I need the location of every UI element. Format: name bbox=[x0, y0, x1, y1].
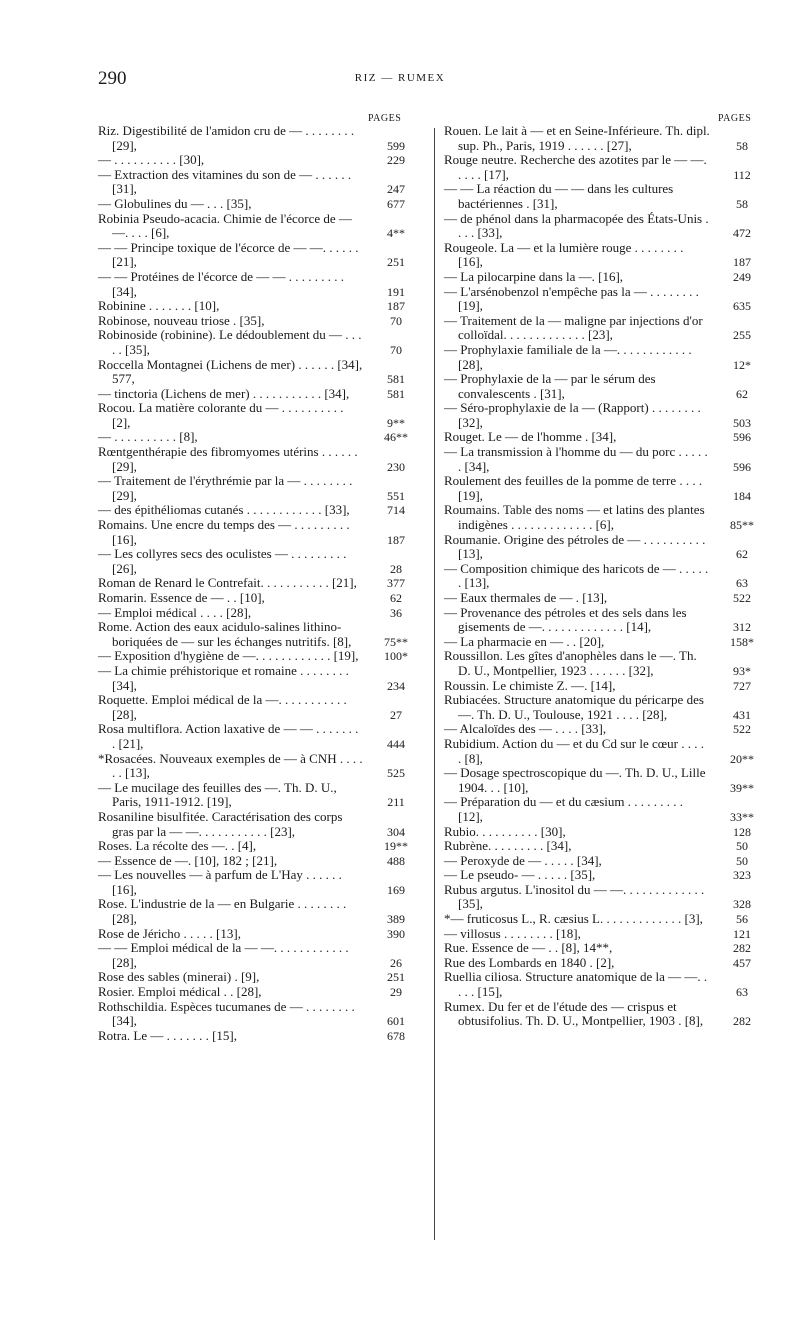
index-column-right bbox=[444, 124, 774, 1029]
index-entry bbox=[444, 474, 774, 503]
entry-text: Rose des sables (minerai) . [9], bbox=[98, 969, 260, 985]
entry-text: — Globulines du — . . . [35], bbox=[98, 195, 252, 211]
entry-text: — Le mucilage des feuilles des —. Th. D. U., Paris, 1911-1912. [19], bbox=[98, 779, 337, 810]
index-entry bbox=[444, 941, 774, 956]
entry-text: — La pharmacie en — . . [20], bbox=[444, 633, 605, 649]
index-entry bbox=[444, 430, 774, 445]
entry-text: — Extraction des vitamines du son de — . . . . . . [31], bbox=[98, 166, 352, 197]
index-entry bbox=[98, 314, 428, 329]
index-entry bbox=[444, 635, 774, 650]
entry-text: — Séro-prophylaxie de la — (Rapport) . . . . . . . . [32], bbox=[444, 400, 701, 430]
entry-text: Rouge neutre. Recherche des azotites par le — —. . . . . [17], bbox=[444, 152, 707, 182]
entry-page-number: 249 bbox=[733, 269, 751, 284]
entry-page-number: 58 bbox=[736, 196, 748, 211]
entry-text: *Rosacées. Nouveaux exemples de — à CNH . . . . . . [13], bbox=[98, 750, 363, 781]
entry-page-number: 522 bbox=[733, 722, 751, 737]
index-entry bbox=[444, 533, 774, 562]
index-entry bbox=[444, 270, 774, 285]
entry-page-number: 12* bbox=[733, 357, 751, 372]
entry-text: — Préparation du — et du cæsium . . . . . . . . . [12], bbox=[444, 794, 684, 824]
entry-page-number: 323 bbox=[733, 868, 751, 883]
entry-text: Roulement des feuilles de la pomme de terre . . . . [19], bbox=[444, 473, 703, 503]
index-entry bbox=[98, 358, 428, 387]
index-entry bbox=[444, 606, 774, 635]
entry-page-number: 63 bbox=[736, 985, 748, 1000]
index-entry bbox=[98, 168, 428, 197]
entry-text: Rosier. Emploi médical . . [28], bbox=[98, 984, 262, 1000]
index-entry bbox=[98, 241, 428, 270]
entry-page-number: 581 bbox=[387, 386, 405, 401]
index-entry bbox=[98, 606, 428, 621]
entry-page-number: 635 bbox=[733, 299, 751, 314]
index-entry bbox=[98, 591, 428, 606]
entry-text: Rome. Action des eaux acidulo-salines lithino-boriquées de — sur les échanges nutritifs. [8], bbox=[98, 619, 352, 649]
index-column-left bbox=[98, 124, 428, 1043]
entry-text: — — La réaction du — — dans les cultures bactériennes . [31], bbox=[444, 181, 674, 211]
entry-text: Robinia Pseudo-acacia. Chimie de l'écorce de — —. . . . [6], bbox=[98, 210, 352, 241]
entry-text: — Le pseudo- — . . . . . [35], bbox=[444, 867, 596, 883]
entry-page-number: 33** bbox=[730, 809, 754, 824]
entry-text: — Eaux thermales de — . [13], bbox=[444, 590, 608, 605]
entry-text: Rocou. La matière colorante du — . . . . . . . . . . [2], bbox=[98, 400, 344, 430]
index-entry bbox=[98, 124, 428, 153]
entry-text: — Dosage spectroscopique du —. Th. D. U., Lille 1904. . . [10], bbox=[444, 765, 706, 795]
entry-page-number: 9** bbox=[387, 415, 405, 430]
index-entry bbox=[444, 212, 774, 241]
entry-text: — tinctoria (Lichens de mer) . . . . . . . . . . . [34], bbox=[98, 385, 350, 401]
entry-text: — — Emploi médical de la — —. . . . . . . . . . . . [28], bbox=[98, 940, 349, 970]
entry-text: Rubidium. Action du — et du Cd sur le cœur . . . . . [8], bbox=[444, 735, 704, 766]
entry-page-number: 29 bbox=[390, 985, 402, 1000]
index-entry bbox=[98, 839, 428, 854]
entry-page-number: 50 bbox=[736, 853, 748, 868]
index-entry bbox=[98, 970, 428, 985]
index-entry bbox=[98, 401, 428, 430]
index-entry bbox=[98, 752, 428, 781]
index-entry bbox=[98, 1000, 428, 1029]
index-entry bbox=[98, 897, 428, 926]
index-entry bbox=[98, 547, 428, 576]
entry-text: Rubus argutus. L'inositol du — —. . . . . . . . . . . . . [35], bbox=[444, 881, 705, 912]
index-entry bbox=[444, 912, 774, 927]
entry-text: — Prophylaxie familiale de la —. . . . . . . . . . . . [28], bbox=[444, 341, 692, 372]
index-entry bbox=[444, 839, 774, 854]
page-number: 290 bbox=[98, 68, 127, 89]
index-entry bbox=[98, 664, 428, 693]
entry-page-number: 601 bbox=[387, 1014, 405, 1029]
pages-label-left: PAGES bbox=[368, 113, 402, 124]
entry-page-number: 70 bbox=[390, 313, 402, 328]
index-entry bbox=[98, 868, 428, 897]
entry-text: — . . . . . . . . . . [30], bbox=[98, 152, 205, 168]
entry-text: Riz. Digestibilité de l'amidon cru de — . . . . . . . . [29], bbox=[98, 123, 355, 153]
index-entry bbox=[444, 285, 774, 314]
entry-text: Robinoside (robinine). Le dédoublement du — . . . . . [35], bbox=[98, 327, 362, 357]
index-entry bbox=[444, 693, 774, 722]
entry-page-number: 488 bbox=[387, 853, 405, 868]
entry-text: Roquette. Emploi médical de la —. . . . . . . . . . . [28], bbox=[98, 692, 347, 722]
entry-page-number: 4** bbox=[387, 226, 405, 241]
entry-text: Rouget. Le — de l'homme . [34], bbox=[444, 429, 617, 445]
entry-page-number: 522 bbox=[733, 591, 751, 605]
index-entry bbox=[98, 1029, 428, 1044]
entry-text: Rose de Jéricho . . . . . [13], bbox=[98, 925, 241, 941]
index-entry bbox=[98, 693, 428, 722]
entry-page-number: 187 bbox=[733, 255, 751, 270]
entry-page-number: 581 bbox=[387, 372, 405, 387]
entry-text: Rue. Essence de — . . [8], 14**, bbox=[444, 940, 613, 956]
entry-text: Rouen. Le lait à — et en Seine-Inférieure. Th. dipl. sup. Ph., Paris, 1919 . . . . . . [27], bbox=[444, 123, 710, 153]
index-entry bbox=[98, 299, 428, 314]
entry-text: Rubio. . . . . . . . . . [30], bbox=[444, 823, 566, 839]
entry-page-number: 444 bbox=[387, 736, 405, 751]
entry-text: Robinine . . . . . . . [10], bbox=[98, 298, 220, 314]
entry-page-number: 312 bbox=[733, 620, 751, 635]
entry-text: — L'arsénobenzol n'empêche pas la — . . . . . . . . [19], bbox=[444, 283, 699, 314]
entry-page-number: 62 bbox=[736, 547, 748, 562]
index-entry bbox=[98, 474, 428, 503]
index-entry bbox=[444, 679, 774, 694]
index-entry bbox=[444, 503, 774, 532]
index-entry bbox=[444, 722, 774, 737]
entry-text: — Peroxyde de — . . . . . [34], bbox=[444, 852, 602, 868]
entry-page-number: 28 bbox=[390, 561, 402, 576]
entry-text: Ruellia ciliosa. Structure anatomique de la — —. . . . . [15], bbox=[444, 969, 708, 1000]
entry-text: Rosa multiflora. Action laxative de — — . . . . . . . . [21], bbox=[98, 721, 359, 751]
index-entry bbox=[98, 649, 428, 664]
entry-text: Rothschildia. Espèces tucumanes de — . . . . . . . . [34], bbox=[98, 998, 355, 1029]
entry-text: — La pilocarpine dans la —. [16], bbox=[444, 268, 624, 284]
index-entry bbox=[98, 941, 428, 970]
entry-text: Robinose, nouveau triose . [35], bbox=[98, 312, 265, 328]
index-entry bbox=[444, 868, 774, 883]
entry-text: — des épithéliomas cutanés . . . . . . . . . . . . [33], bbox=[98, 502, 350, 518]
entry-page-number: 304 bbox=[387, 824, 405, 839]
index-entry bbox=[444, 182, 774, 211]
entry-text: Rue des Lombards en 1840 . [2], bbox=[444, 954, 615, 970]
entry-text: — Emploi médical . . . . [28], bbox=[98, 604, 252, 620]
entry-text: — Exposition d'hygiène de —. . . . . . . . . . . . [19], bbox=[98, 648, 359, 664]
running-head: RIZ — RUMEX bbox=[354, 72, 446, 84]
index-entry bbox=[98, 927, 428, 942]
entry-page-number: 551 bbox=[387, 488, 405, 503]
entry-page-number: 678 bbox=[387, 1028, 405, 1043]
entry-page-number: 128 bbox=[733, 824, 751, 839]
entry-page-number: 251 bbox=[387, 970, 405, 985]
entry-text: — — Protéines de l'écorce de — — . . . . . . . . . [34], bbox=[98, 268, 345, 299]
entry-text: Rubiacées. Structure anatomique du péricarpe des —. Th. D. U., Toulouse, 1921 . . . . [28], bbox=[444, 692, 704, 722]
entry-page-number: 85** bbox=[730, 518, 754, 533]
entry-page-number: 169 bbox=[387, 882, 405, 897]
index-entry bbox=[98, 854, 428, 869]
entry-page-number: 70 bbox=[390, 342, 402, 357]
index-entry bbox=[444, 314, 774, 343]
index-entry bbox=[444, 766, 774, 795]
index-entry bbox=[444, 445, 774, 474]
entry-text: — Composition chimique des haricots de — . . . . . . [13], bbox=[444, 560, 709, 591]
index-entry bbox=[444, 153, 774, 182]
entry-text: — Les collyres secs des oculistes — . . . . . . . . . [26], bbox=[98, 546, 347, 576]
index-entry bbox=[98, 270, 428, 299]
entry-page-number: 457 bbox=[733, 955, 751, 970]
index-entry bbox=[444, 956, 774, 971]
index-entry bbox=[444, 883, 774, 912]
entry-page-number: 121 bbox=[733, 926, 751, 941]
entry-text: — . . . . . . . . . . [8], bbox=[98, 429, 198, 445]
index-entry bbox=[444, 591, 774, 606]
entry-page-number: 112 bbox=[733, 167, 751, 182]
entry-text: Rose. L'industrie de la — en Bulgarie . . . . . . . . [28], bbox=[98, 896, 347, 927]
entry-page-number: 431 bbox=[733, 707, 751, 722]
entry-page-number: 377 bbox=[387, 576, 405, 591]
index-entry bbox=[98, 620, 428, 649]
entry-text: — Traitement de la — maligne par injections d'or colloïdal. . . . . . . . . . . . . [23], bbox=[444, 312, 703, 343]
entry-page-number: 184 bbox=[733, 488, 751, 503]
index-entry bbox=[444, 854, 774, 869]
index-entry bbox=[98, 387, 428, 402]
entry-page-number: 255 bbox=[733, 328, 751, 343]
entry-page-number: 234 bbox=[387, 678, 405, 693]
entry-page-number: 389 bbox=[387, 912, 405, 927]
entry-text: Roussillon. Les gîtes d'anophèles dans le —. Th. D. U., Montpellier, 1923 . . . . . . [32], bbox=[444, 648, 697, 678]
entry-page-number: 75** bbox=[384, 634, 408, 649]
entry-text: Rosaniline bisulfitée. Caractérisation des corps gras par la — —. . . . . . . . . . . [23], bbox=[98, 808, 343, 839]
entry-text: — Alcaloïdes des — . . . . [33], bbox=[444, 721, 607, 737]
entry-page-number: 230 bbox=[387, 459, 405, 474]
index-entry bbox=[98, 328, 428, 357]
entry-text: — Traitement de l'érythrémie par la — . . . . . . . . [29], bbox=[98, 473, 353, 503]
index-entry bbox=[98, 212, 428, 241]
entry-page-number: 525 bbox=[387, 766, 405, 781]
entry-text: Rotra. Le — . . . . . . . [15], bbox=[98, 1027, 238, 1043]
index-entry bbox=[444, 1000, 774, 1029]
entry-text: — — Principe toxique de l'écorce de — —. . . . . . [21], bbox=[98, 239, 359, 270]
entry-text: Roumanie. Origine des pétroles de — . . . . . . . . . . [13], bbox=[444, 531, 706, 562]
entry-text: Rubrène. . . . . . . . . [34], bbox=[444, 838, 572, 854]
entry-text: Rougeole. La — et la lumière rouge . . . . . . . . [16], bbox=[444, 239, 684, 270]
entry-text: Rœntgenthérapie des fibromyomes utérins . . . . . . [29], bbox=[98, 444, 358, 474]
entry-page-number: 328 bbox=[733, 897, 751, 912]
index-entry bbox=[98, 197, 428, 212]
index-entry bbox=[444, 562, 774, 591]
pages-label-right: PAGES bbox=[718, 113, 752, 124]
entry-page-number: 36 bbox=[390, 605, 402, 620]
entry-page-number: 187 bbox=[387, 532, 405, 547]
index-entry bbox=[444, 795, 774, 824]
entry-page-number: 93* bbox=[733, 663, 751, 678]
index-entry bbox=[98, 503, 428, 518]
entry-text: Roccella Montagnei (Lichens de mer) . . . . . . [34], 577, bbox=[98, 356, 363, 387]
entry-text: — villosus . . . . . . . . [18], bbox=[444, 925, 581, 941]
entry-page-number: 596 bbox=[733, 430, 751, 445]
index-entry bbox=[98, 781, 428, 810]
index-entry bbox=[444, 401, 774, 430]
entry-page-number: 282 bbox=[733, 1014, 751, 1029]
entry-page-number: 50 bbox=[736, 839, 748, 854]
entry-page-number: 20** bbox=[730, 751, 754, 766]
entry-text: Roumains. Table des noms — et latins des plantes indigènes . . . . . . . . . . . . . [6], bbox=[444, 502, 705, 533]
entry-text: Romains. Une encre du temps des — . . . . . . . . . [16], bbox=[98, 517, 350, 547]
index-entry bbox=[444, 343, 774, 372]
entry-text: — Les nouvelles — à parfum de L'Hay . . . . . . [16], bbox=[98, 867, 342, 897]
entry-text: — Prophylaxie de la — par le sérum des convalescents . [31], bbox=[444, 371, 656, 401]
entry-page-number: 472 bbox=[733, 226, 751, 241]
entry-page-number: 100* bbox=[384, 649, 408, 664]
entry-text: — de phénol dans la pharmacopée des États-Unis . . . . [33], bbox=[444, 210, 709, 241]
entry-page-number: 727 bbox=[733, 678, 751, 693]
entry-page-number: 714 bbox=[387, 503, 405, 518]
index-entry bbox=[98, 985, 428, 1000]
entry-page-number: 390 bbox=[387, 926, 405, 941]
entry-page-number: 677 bbox=[387, 196, 405, 211]
entry-text: Romarin. Essence de — . . [10], bbox=[98, 590, 265, 605]
entry-page-number: 56 bbox=[736, 912, 748, 927]
entry-page-number: 58 bbox=[736, 138, 748, 153]
entry-text: Roussin. Le chimiste Z. —. [14], bbox=[444, 677, 616, 693]
column-divider bbox=[434, 128, 435, 1240]
entry-page-number: 251 bbox=[387, 255, 405, 270]
index-entry bbox=[444, 241, 774, 270]
entry-page-number: 211 bbox=[387, 795, 405, 810]
index-entry bbox=[444, 649, 774, 678]
index-entry bbox=[98, 722, 428, 751]
index-entry bbox=[444, 825, 774, 840]
entry-page-number: 158* bbox=[730, 634, 754, 649]
index-entry bbox=[444, 927, 774, 942]
index-entry bbox=[444, 124, 774, 153]
index-entry bbox=[444, 737, 774, 766]
entry-text: Rumex. Du fer et de l'étude des — crispus et obtusifolius. Th. D. U., Montpellier, 1903 . [8], bbox=[444, 998, 704, 1029]
index-entry bbox=[444, 372, 774, 401]
entry-page-number: 62 bbox=[736, 386, 748, 401]
entry-page-number: 39** bbox=[730, 780, 754, 795]
index-entry bbox=[98, 445, 428, 474]
index-entry bbox=[98, 810, 428, 839]
index-entry bbox=[98, 430, 428, 445]
index-entry bbox=[98, 576, 428, 591]
entry-page-number: 229 bbox=[387, 153, 405, 168]
entry-page-number: 191 bbox=[387, 284, 405, 299]
entry-text: — Provenance des pétroles et des sels dans les gisements de —. . . . . . . . . . . . . [14], bbox=[444, 604, 687, 635]
entry-page-number: 27 bbox=[390, 707, 402, 722]
entry-text: — La chimie préhistorique et romaine . . . . . . . . [34], bbox=[98, 662, 349, 693]
entry-page-number: 503 bbox=[733, 415, 751, 430]
index-entry bbox=[444, 970, 774, 999]
entry-page-number: 282 bbox=[733, 941, 751, 956]
entry-text: Roman de Renard le Contrefait. . . . . . . . . . . [21], bbox=[98, 575, 357, 591]
index-entry bbox=[98, 153, 428, 168]
entry-text: — La transmission à l'homme du — du porc . . . . . . [34], bbox=[444, 444, 708, 474]
entry-page-number: 26 bbox=[390, 955, 402, 970]
entry-page-number: 187 bbox=[387, 299, 405, 314]
entry-page-number: 19** bbox=[384, 839, 408, 854]
entry-page-number: 63 bbox=[736, 576, 748, 591]
entry-text: Roses. La récolte des —. . [4], bbox=[98, 838, 257, 854]
entry-page-number: 599 bbox=[387, 138, 405, 153]
entry-page-number: 247 bbox=[387, 182, 405, 197]
entry-page-number: 46** bbox=[384, 430, 408, 445]
index-entry bbox=[98, 518, 428, 547]
entry-page-number: 62 bbox=[390, 591, 402, 605]
entry-page-number: 596 bbox=[733, 459, 751, 474]
entry-text: *— fruticosus L., R. cæsius L. . . . . . . . . . . . . [3], bbox=[444, 911, 703, 927]
entry-text: — Essence de —. [10], 182 ; [21], bbox=[98, 852, 278, 868]
